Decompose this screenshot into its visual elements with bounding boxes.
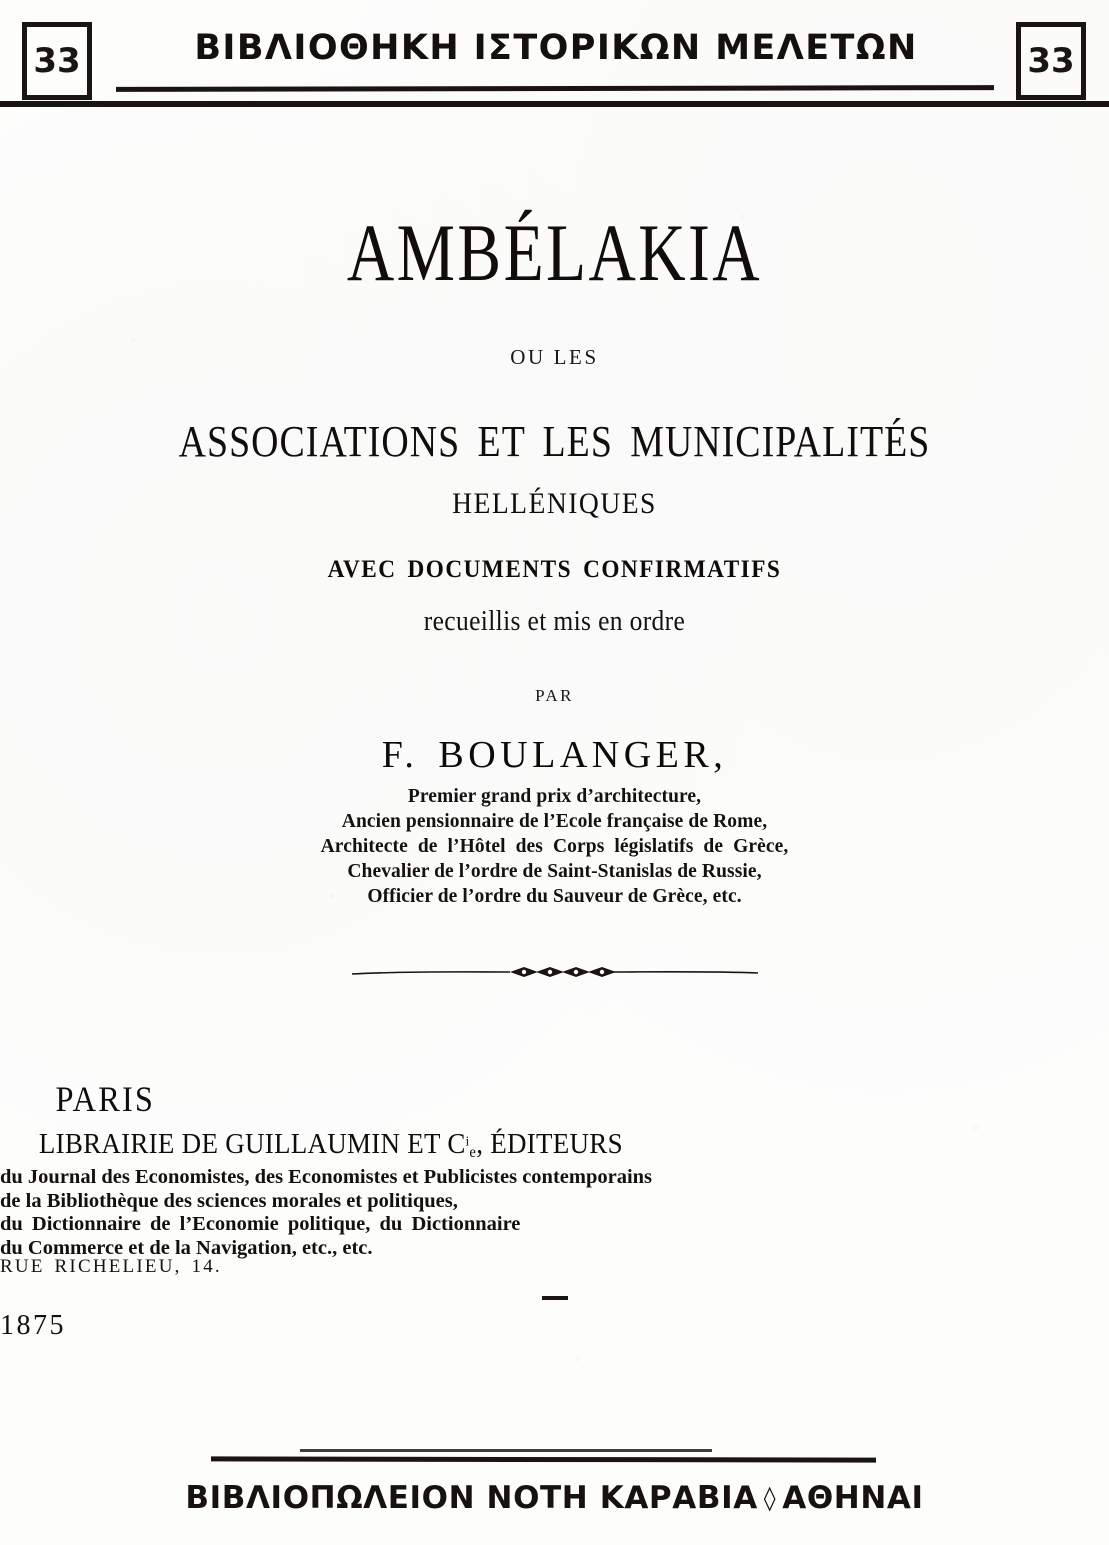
subtitle-primary: ASSOCIATIONS ET LES MUNICIPALITÉS: [178, 417, 931, 466]
series-title: ΒΙΒΛΙΟΘΗΚΗ ΙΣΤΟΡΙΚΩΝ ΜΕΛΕΤΩΝ: [194, 28, 918, 68]
credential-line: Ancien pensionnaire de l’Ecole française de Rome,: [341, 811, 768, 832]
credential-line: Architecte de l’Hôtel des Corps législatifs de Grèce,: [320, 836, 789, 857]
publisher-address: RUE RICHELIEU, 14.: [0, 1256, 222, 1277]
publication-line: du Dictionnaire de l’Economie politique, du Dictionnaire: [0, 1213, 521, 1235]
publication-line: du Journal des Economistes, des Economistes et Publicistes contemporains: [0, 1166, 653, 1188]
credential-line: Chevalier de l’ordre de Saint-Stanislas de Russie,: [347, 861, 762, 882]
documents-note: AVEC DOCUMENTS CONFIRMATIFS: [327, 556, 782, 583]
footer-rule-thin: [300, 1449, 712, 1452]
series-number-box-right: 33: [1016, 22, 1086, 100]
publisher-prefix: LIBRAIRIE DE GUILLAUMIN ET C: [38, 1128, 466, 1160]
publication-line: du Commerce et de la Navigation, etc., etc.: [0, 1236, 373, 1259]
diamond-icon: ◊: [763, 1484, 777, 1512]
publisher-name: [39, 1128, 1070, 1162]
series-number-box-left: 33: [22, 22, 92, 100]
imprint-city: PARIS: [55, 1079, 156, 1119]
series-title-underline: [116, 85, 994, 92]
publisher-publications: [0, 1166, 1109, 1260]
publication-line: de la Bibliothèque des sciences morales et politiques,: [0, 1189, 458, 1212]
credential-line: Officier de l’ordre du Sauveur de Grèce, etc.: [367, 886, 742, 907]
compiled-note: recueillis et mis en ordre: [423, 605, 686, 637]
title-connector: OU LES: [510, 345, 599, 369]
publisher-suffix: , ÉDITEURS: [476, 1128, 623, 1160]
header-divider-rule: [0, 101, 1109, 107]
footer-bookshop: [0, 1480, 1109, 1516]
imprint-dash-separator: [542, 1296, 568, 1300]
cie-subscript: e: [469, 1143, 477, 1161]
cie-superscript: i: [465, 1133, 470, 1149]
bookshop-city: ΑΘΗΝΑΙ: [782, 1480, 924, 1516]
ornamental-divider: [0, 960, 1109, 990]
author-by-label: PAR: [535, 686, 574, 705]
credential-line: Premier grand prix d’architecture,: [407, 786, 702, 807]
publication-year: 1875: [0, 1310, 66, 1341]
series-header: [0, 0, 1109, 108]
author-credentials: [0, 784, 1109, 909]
bookshop-name: ΒΙΒΛΙΟΠΩΛΕΙΟΝ ΝΟΤΗ ΚΑΡΑΒΙΑ: [185, 1480, 758, 1516]
cie-abbreviation: [465, 1133, 477, 1161]
footer-rule-thick: [211, 1456, 876, 1462]
subtitle-secondary: HELLÉNIQUES: [452, 487, 657, 520]
page-title: AMBÉLAKIA: [346, 207, 763, 298]
author-name: F. BOULANGER,: [381, 734, 728, 776]
